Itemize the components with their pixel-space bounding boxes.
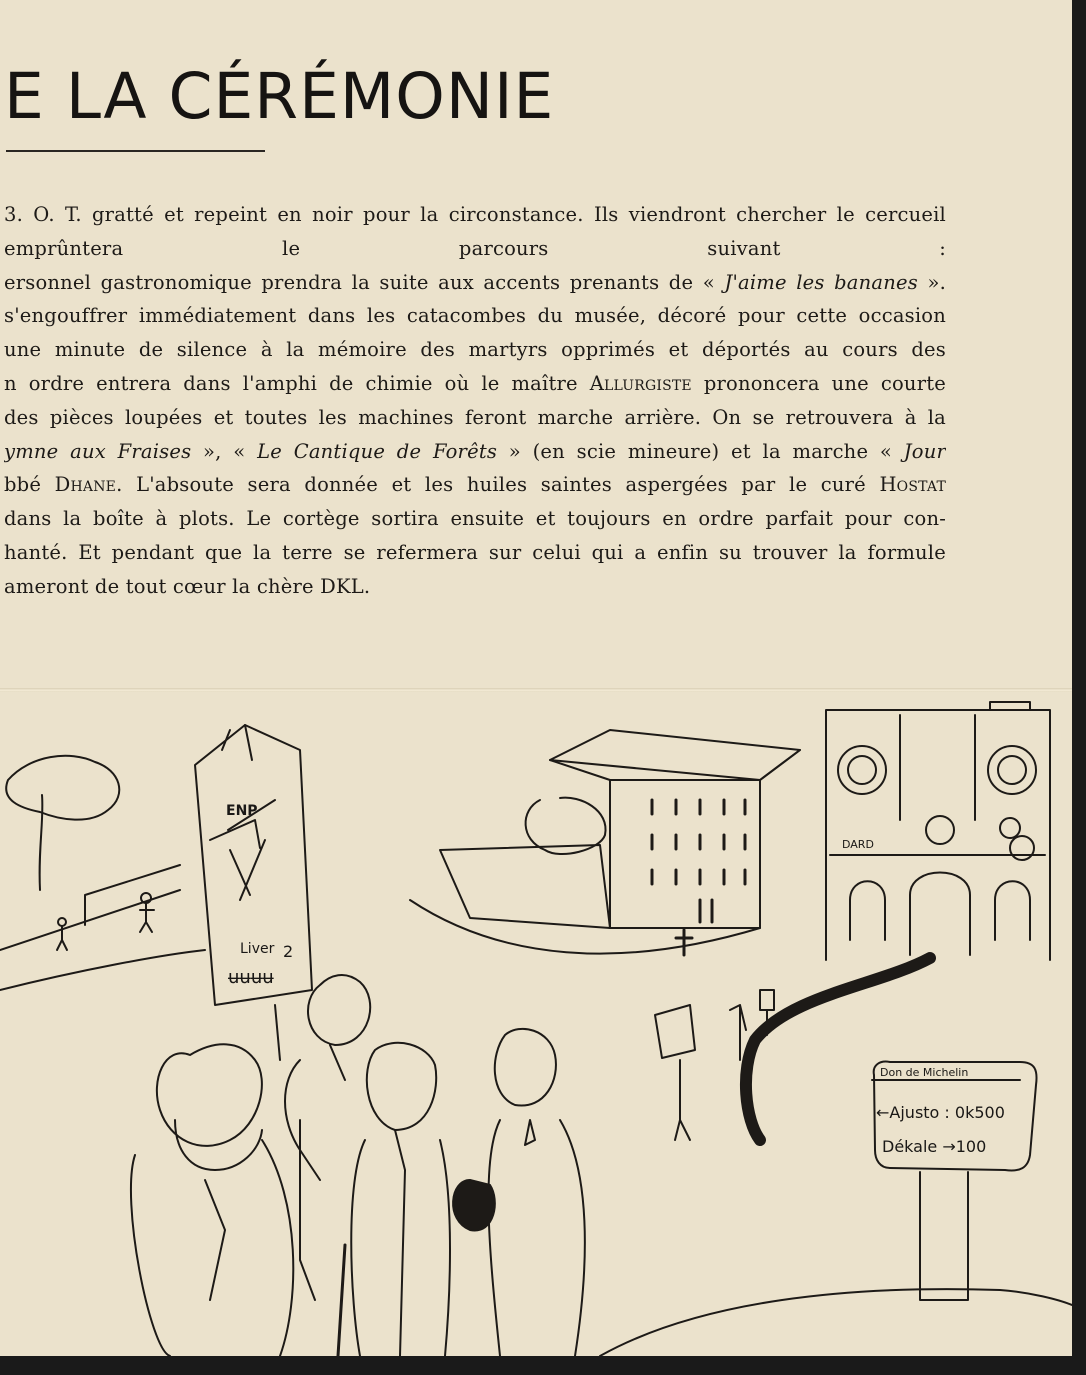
figure-tuxedo-man — [453, 1029, 585, 1356]
text-italic: J'aime les bananes — [724, 270, 918, 294]
signpost-header: Don de Michelin — [880, 1066, 969, 1079]
paper-fold-line — [0, 688, 1072, 692]
text-segment: ». — [917, 270, 946, 294]
cartoon-illustration — [0, 700, 1072, 1356]
text-segment: », « — [191, 439, 258, 463]
michelin-signpost — [872, 1062, 1037, 1300]
text-line — [4, 468, 946, 502]
text-line — [4, 401, 946, 435]
banner-text-enp: ENP — [226, 803, 258, 819]
text-segment: » (en scie mineure) et la marche « — [497, 439, 904, 463]
text-segment: dans la boîte à plots. Le cortège sortira ensuite et toujours en ordre parfait pour con- — [4, 507, 946, 531]
text-italic: Jour — [903, 439, 946, 463]
signpost-row-ajusto: ←Ajusto : 0k500 — [876, 1103, 1005, 1122]
figure-mustache-man — [338, 1043, 450, 1356]
title-underline — [6, 150, 265, 152]
text-segment: . L'absoute sera donnée et les huiles saintes aspergées par le curé — [116, 473, 880, 497]
banner-text-liver: Liver — [240, 941, 275, 957]
cathedral-sign: DARD — [842, 838, 874, 851]
enp-banner — [195, 725, 312, 1060]
text-segment: n ordre entrera dans l'amphi de chimie où le maître — [4, 371, 590, 395]
text-segment: des pièces loupées et toutes les machines feront marche arrière. On se retrouvera à la — [4, 405, 946, 429]
text-line — [4, 367, 946, 401]
text-line — [4, 570, 404, 604]
text-italic: Le Cantique de Forêts — [257, 439, 498, 463]
text-segment: 3. O. T. gratté et repeint en noir pour la circonstance. Ils viendront chercher le cercueil — [4, 203, 946, 226]
figure-bearded-man — [131, 1044, 293, 1356]
text-segment: prononcera une courte — [691, 371, 946, 395]
text-smallcaps: Dhane — [54, 473, 117, 497]
small-figure — [140, 893, 154, 932]
small-banner — [655, 990, 774, 1140]
museum-building — [410, 730, 800, 954]
text-line — [4, 198, 946, 232]
text-smallcaps: Allurgiste — [589, 371, 692, 395]
tree-sketch — [6, 756, 119, 890]
text-line — [4, 333, 946, 367]
text-line — [4, 299, 946, 333]
cathedral — [826, 702, 1050, 960]
text-segment: emprûntera le parcours suivant : — [4, 236, 946, 260]
text-segment: ameront de tout cœur la chère DKL. — [4, 574, 371, 598]
text-segment: s'engouffrer immédiatement dans les catacombes du musée, décoré pour cette occasion — [4, 304, 946, 328]
body-paragraph — [4, 198, 946, 604]
banner-fringe: ʉʉʉʉ — [228, 967, 274, 988]
text-segment: hanté. Et pendant que la terre se refermera sur celui qui a enfin su trouver la formule — [4, 540, 946, 564]
figure-lifted-man — [285, 975, 370, 1300]
page-title: E LA CÉRÉMONIE — [4, 60, 555, 133]
text-segment: bbé — [4, 473, 55, 497]
text-segment: ersonnel gastronomique prendra la suite aux accents prenants de « — [4, 270, 725, 294]
text-italic: ymne aux Fraises — [4, 439, 192, 463]
road-edge — [0, 890, 180, 950]
hill — [600, 1289, 1072, 1356]
text-smallcaps: Hostat — [879, 473, 946, 497]
text-line — [4, 266, 946, 300]
signpost-row-dekale: Dékale →100 — [882, 1137, 987, 1156]
text-segment: une minute de silence à la mémoire des martyrs opprimés et déportés au cours des — [4, 338, 946, 362]
banner-text-number: 2 — [283, 942, 294, 961]
text-line — [4, 536, 946, 570]
small-figure — [57, 918, 67, 950]
road-edge-2 — [0, 950, 205, 990]
text-line — [4, 502, 946, 536]
procession-drawing — [0, 700, 1072, 1356]
text-line — [4, 232, 946, 266]
text-line — [4, 435, 946, 469]
